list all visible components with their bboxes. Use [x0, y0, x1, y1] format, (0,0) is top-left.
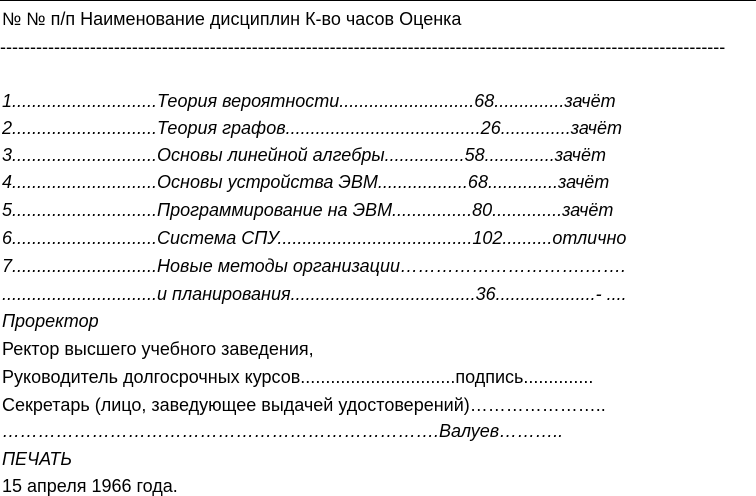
- table-row: 3.............................Основы линейной алгебры................58..............зачёт: [2, 145, 606, 165]
- date-line: 15 апреля 1966 года.: [2, 476, 178, 496]
- table-header: № № п/п Наименование дисциплин К-во часов Оценка: [2, 9, 462, 29]
- table-row: 5.............................Программирование на ЭВМ................80..............зачёт: [2, 200, 614, 220]
- table-row: 2.............................Теория графов.......................................26..............зачёт: [2, 118, 623, 138]
- prorector-label: Проректор: [2, 311, 99, 331]
- head-signature-line: Руководитель долгосрочных курсов...............................подпись..............: [2, 367, 594, 387]
- table-row: 4.............................Основы устройства ЭВМ..................68..............зачёт: [2, 172, 610, 192]
- header-separator: -------------------------------------------------------------------------------------------------------------------------: [0, 38, 726, 56]
- secretary-signature-line: Секретарь (лицо, заведующее выдачей удостоверений)…………………..: [2, 395, 606, 415]
- stamp-label: ПЕЧАТЬ: [2, 449, 73, 469]
- rector-label: Ректор высшего учебного заведения,: [2, 339, 314, 359]
- table-row: 6.............................Система СПУ.......................................102..........отлично: [2, 228, 627, 248]
- table-row: 7.............................Новые методы организации………………………….…….: [2, 256, 626, 276]
- top-rule: [0, 0, 756, 1]
- table-row: ...............................и планирования.....................................36....................- ....: [2, 284, 627, 304]
- table-row: 1.............................Теория вероятности...........................68..............зачёт: [2, 91, 616, 111]
- valuev-signature-line: ……………………………………………………………….Валуев………..: [2, 421, 564, 441]
